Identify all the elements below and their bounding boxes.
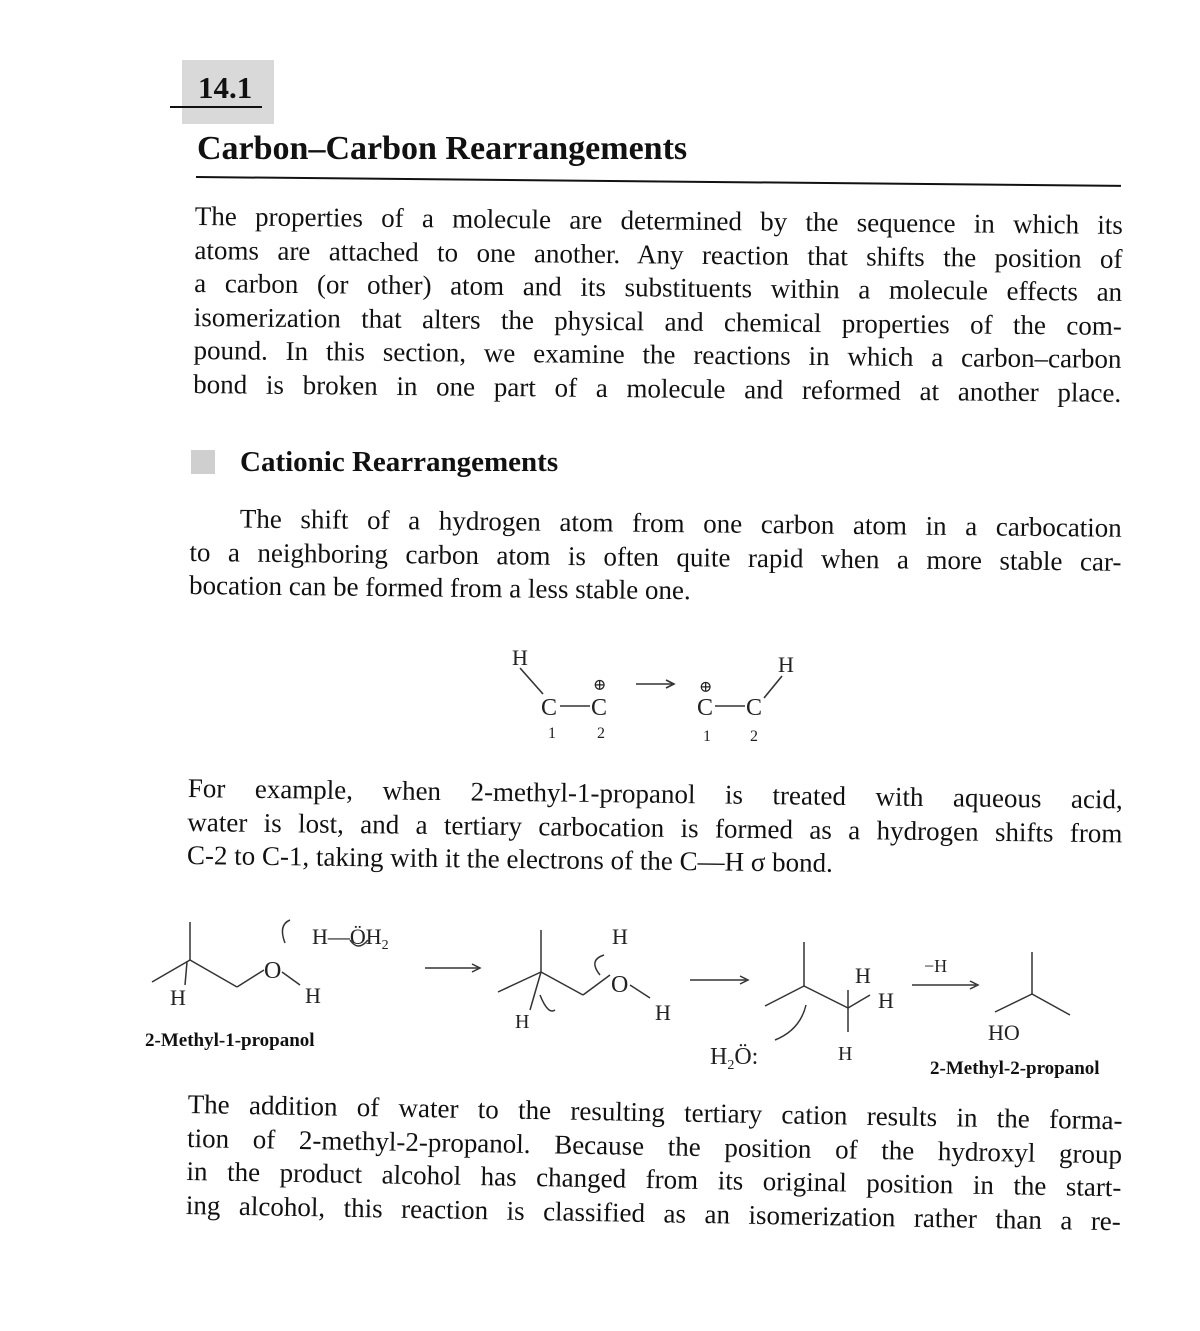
scheme1-product-num2: 2 [750, 728, 758, 745]
closing-paragraph [186, 1088, 1123, 1238]
m2-bond [583, 975, 610, 995]
m2-bond [630, 985, 650, 998]
scheme1-h-left: H [512, 645, 528, 670]
m1-bond [185, 962, 187, 985]
caption-end-molecule: 2-Methyl-2-propanol [930, 1058, 1100, 1079]
scheme1-product-c1: C [697, 695, 714, 721]
subsection-line: The shift of a hydrogen atom from one carbon atom in a carbocation [239, 503, 1122, 543]
m2-h-on-o: H [655, 1000, 671, 1025]
curved-arrow [540, 995, 555, 1011]
m2-oxygen: O [611, 972, 629, 998]
m4-bond [1032, 994, 1070, 1015]
closing-line: The addition of water to the resulting tertiary cation results in the forma- [187, 1088, 1123, 1136]
section-number: 14.1 [198, 70, 253, 105]
m3-h-bottom: H [838, 1043, 853, 1065]
curved-arrow [282, 920, 290, 943]
m3-bond [804, 986, 848, 1008]
scheme1-charge: ⊕ [593, 677, 607, 694]
intro-line: isomerization that alters the physical and chemical properties of the com- [193, 301, 1122, 341]
section-title: Carbon–Carbon Rearrangements [197, 130, 688, 167]
curved-arrow [775, 1005, 806, 1040]
m1-bond [190, 960, 237, 987]
curved-arrow [595, 955, 604, 975]
scheme1-num1: 1 [548, 725, 556, 742]
caption-start-molecule: 2-Methyl-1-propanol [145, 1030, 315, 1051]
scheme1-c1: C [541, 695, 558, 721]
m2-bond [498, 972, 541, 992]
subsection-line: to a neighboring carbon atom is often quite rapid when a more stable car- [189, 536, 1122, 577]
m3-bond [848, 995, 870, 1008]
scheme1-product-num1: 1 [703, 728, 711, 745]
m2-bond [541, 972, 583, 995]
intro-line: atoms are attached to one another. Any reaction that shifts the position of [194, 234, 1123, 274]
closing-line: tion of 2-methyl-2-propanol. Because the position of the hydroxyl group [186, 1122, 1123, 1169]
m3-bond [765, 986, 804, 1006]
m3-h-right: H [878, 988, 894, 1013]
scheme1-product-c2: C [746, 695, 763, 721]
intro-line: The properties of a molecule are determined by the sequence in which its [194, 200, 1123, 240]
subsection-line: bocation can be formed from a less stable one. [188, 569, 691, 606]
scheme1-product-charge: ⊕ [699, 679, 713, 696]
m1-h-on-o: H [305, 983, 321, 1008]
m2-h-top: H [612, 924, 628, 949]
closing-line: in the product alcohol has changed from its original position in the start- [186, 1155, 1122, 1203]
scheme1-product-h: H [778, 652, 794, 677]
m1-oxygen: O [264, 958, 282, 984]
hydronium: $H—ÖH_2$ [312, 924, 389, 953]
m2-bond [530, 972, 541, 1010]
scheme1-c2: C [591, 695, 608, 721]
example-line: C-2 to C-1, taking with it the electrons of the C—H σ bond. [186, 839, 834, 878]
m1-bond [152, 960, 190, 982]
closing-line: ing alcohol, this reaction is classified as an isomerization rather than a re- [185, 1189, 1122, 1236]
m1-h-left: H [170, 985, 186, 1010]
minus-h-label: −H [924, 956, 948, 976]
m2-h-shift: H [515, 1011, 530, 1033]
intro-line: bond is broken in one part of a molecule and reformed at another place. [193, 368, 1122, 408]
subsection-title: Cationic Rearrangements [240, 446, 559, 478]
intro-line: pound. In this section, we examine the reactions in which a carbon–carbon [193, 334, 1122, 374]
m4-ho: HO [988, 1020, 1020, 1045]
m4-bond [995, 994, 1032, 1012]
intro-line: a carbon (or other) atom and its substituents within a molecule effects an [194, 267, 1123, 307]
m3-h-top: H [855, 963, 871, 988]
example-line: For example, when 2-methyl-1-propanol is treated with aqueous acid, [187, 772, 1123, 815]
example-line: water is lost, and a tertiary carbocation is formed as a hydrogen shifts from [187, 806, 1123, 848]
m1-bond [282, 972, 300, 985]
scheme1-num2: 2 [597, 725, 605, 742]
m1-bond [237, 970, 264, 987]
water: $H_2Ö$: [710, 1044, 759, 1073]
